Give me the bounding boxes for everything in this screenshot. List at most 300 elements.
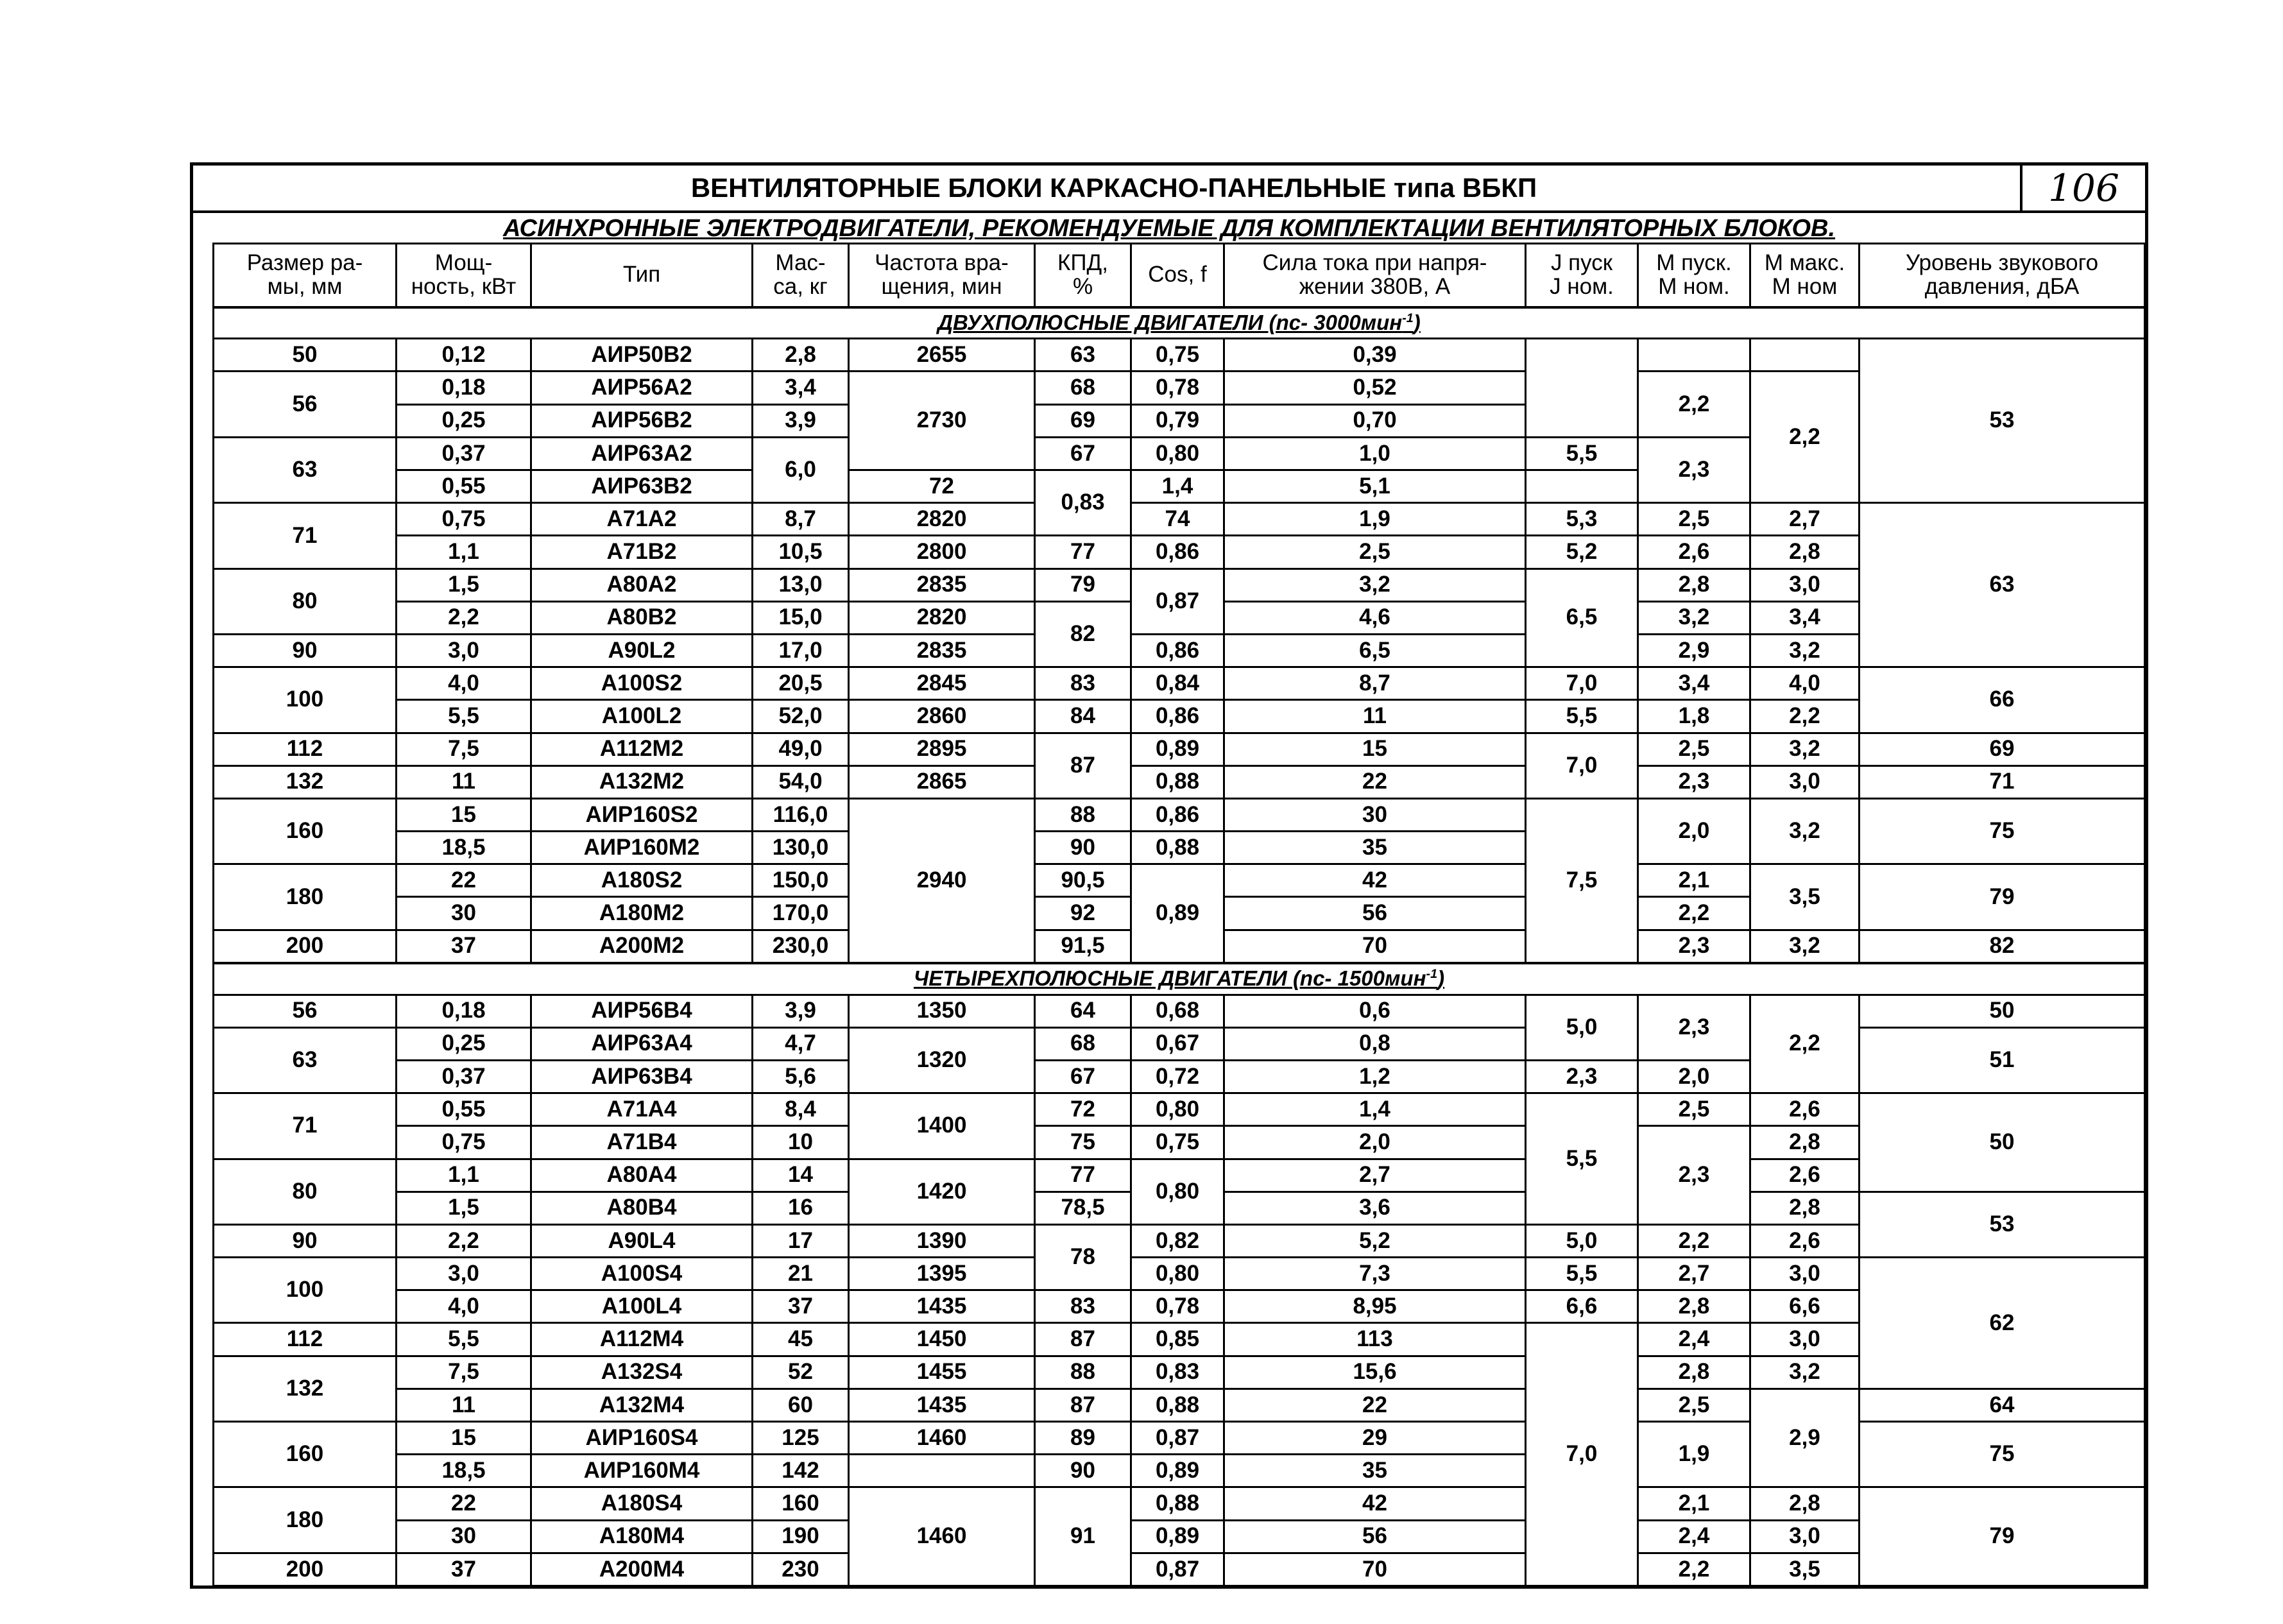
cell-jstart: 5,3 [1526, 503, 1638, 536]
cell-frame: 180 [214, 864, 397, 930]
cell-type: АИР160М2 [531, 832, 753, 864]
cell-noise: 53 [1860, 339, 2145, 503]
cell-eff: 72 [1035, 1093, 1131, 1126]
cell-jstart: 7,0 [1526, 733, 1638, 798]
cell-mass: 54,0 [753, 765, 849, 798]
cell-eff: 87 [1035, 733, 1131, 798]
cell-mmax: 3,0 [1750, 765, 1860, 798]
cell-mass: 52,0 [753, 700, 849, 733]
cell-current: 1,4 [1131, 470, 1224, 503]
cell-mass: 3,9 [753, 995, 849, 1027]
cell-eff: 63 [1035, 339, 1131, 372]
cell-mstart: 3,2 [1638, 601, 1750, 634]
cell-mmax: 2,8 [1750, 536, 1860, 568]
cell-speed: 2865 [849, 765, 1035, 798]
cell-eff: 78 [1035, 1224, 1131, 1290]
cell-frame: 160 [214, 798, 397, 864]
cell-current: 42 [1224, 1487, 1526, 1520]
cell-eff: 67 [1035, 437, 1131, 470]
cell-frame: 90 [214, 634, 397, 667]
cell-current: 15 [1224, 733, 1526, 765]
cell-speed: 2860 [849, 700, 1035, 733]
cell-eff: 78,5 [1035, 1192, 1131, 1224]
cell-cos: 0,88 [1131, 765, 1224, 798]
cell-jstart: 2,3 [1526, 1060, 1638, 1093]
column-header-line: J ном. [1550, 273, 1614, 299]
cell-noise: 66 [1860, 667, 2145, 733]
cell-speed: 2655 [849, 339, 1035, 372]
cell-cos: 0,67 [1131, 1027, 1224, 1060]
table-subtitle: АСИНХРОННЫЕ ЭЛЕКТРОДВИГАТЕЛИ, РЕКОМЕНДУЕМЫЕ ДЛЯ КОМПЛЕКТАЦИИ ВЕНТИЛЯТОРНЫХ БЛОКОВ. [502, 215, 1836, 242]
cell-frame: 90 [214, 1224, 397, 1257]
cell-cos: 0,88 [1131, 1487, 1224, 1520]
cell-eff: 90 [1035, 832, 1131, 864]
cell-cos: 0,86 [1131, 700, 1224, 733]
cell-cos: 0,88 [1131, 832, 1224, 864]
two-pole-section-text: ДВУХПОЛЮСНЫЕ ДВИГАТЕЛИ (nс- 3000мин [937, 311, 1403, 335]
cell-power: 15 [397, 798, 531, 831]
cell-power: 0,25 [397, 404, 531, 437]
cell-type: А80А2 [531, 568, 753, 601]
cell-power: 30 [397, 1520, 531, 1553]
cell-current: 22 [1224, 1389, 1526, 1421]
cell-current: 113 [1224, 1323, 1526, 1356]
cell-cos: 0,89 [1131, 1455, 1224, 1487]
cell-noise: 51 [1860, 1027, 2145, 1093]
cell-mstart: 2,7 [1638, 1258, 1750, 1290]
cell-mstart: 2,5 [1638, 503, 1750, 536]
cell-jstart: 7,0 [1526, 1323, 1638, 1586]
cell-frame: 200 [214, 1553, 397, 1586]
cell-frame: 132 [214, 765, 397, 798]
column-header-line: щения, мин [881, 273, 1002, 299]
cell-type: А71В4 [531, 1126, 753, 1159]
cell-mstart: 2,3 [1638, 765, 1750, 798]
cell-mmax: 2,2 [1750, 700, 1860, 733]
cell-type: АИР160М4 [531, 1455, 753, 1487]
cell-frame: 112 [214, 733, 397, 765]
cell-eff: 82 [1035, 601, 1131, 667]
column-header-jstart [1526, 244, 1638, 307]
column-header-mstart [1638, 244, 1750, 307]
column-header-current [1224, 244, 1526, 307]
cell-jstart: 5,5 [1526, 1093, 1638, 1225]
column-header-line: мы, мм [267, 273, 343, 299]
cell-cos: 0,72 [1131, 1060, 1224, 1093]
column-header-frame [214, 244, 397, 307]
column-header-mmax [1750, 244, 1860, 307]
motor-table [212, 243, 2146, 1587]
cell-cos: 0,89 [1131, 864, 1224, 963]
cell-type: А90L2 [531, 634, 753, 667]
cell-mstart: 2,4 [1638, 1520, 1750, 1553]
cell-jstart [1526, 339, 1638, 438]
cell-type: А80А4 [531, 1159, 753, 1192]
cell-mmax: 2,2 [1750, 995, 1860, 1093]
cell-mmax: 2,8 [1750, 1126, 1860, 1159]
cell-mstart: 2,2 [1638, 1224, 1750, 1257]
cell-mmax: 3,2 [1750, 733, 1860, 765]
cell-frame: 71 [214, 503, 397, 568]
cell-noise: 64 [1860, 1389, 2145, 1421]
cell-eff: 64 [1035, 995, 1131, 1027]
cell-power: 0,75 [397, 503, 531, 536]
cell-power: 37 [397, 930, 531, 963]
table-row [214, 798, 2145, 831]
cell-cos: 0,88 [1131, 1389, 1224, 1421]
cell-power: 4,0 [397, 667, 531, 700]
cell-type: АИР63В2 [531, 470, 753, 503]
cell-mstart: 2,0 [1638, 1060, 1750, 1093]
cell-current: 56 [1224, 897, 1526, 930]
cell-eff: 87 [1035, 1389, 1131, 1421]
cell-type: АИР160S4 [531, 1422, 753, 1455]
cell-type: А180М4 [531, 1520, 753, 1553]
cell-mmax: 6,6 [1750, 1290, 1860, 1323]
cell-current: 29 [1224, 1422, 1526, 1455]
cell-current: 30 [1224, 798, 1526, 831]
cell-eff: 90,5 [1035, 864, 1131, 897]
cell-type: А180М2 [531, 897, 753, 930]
document-sheet [190, 162, 2148, 1589]
cell-current: 11 [1224, 700, 1526, 733]
cell-mass: 49,0 [753, 733, 849, 765]
cell-current: 35 [1224, 1455, 1526, 1487]
cell-power: 2,2 [397, 1224, 531, 1257]
cell-cos: 0,80 [1131, 437, 1224, 470]
cell-frame: 63 [214, 1027, 397, 1093]
cell-type: А100L2 [531, 700, 753, 733]
cell-power: 0,18 [397, 995, 531, 1027]
cell-frame: 56 [214, 372, 397, 437]
column-header-line: Мощ- [434, 250, 493, 276]
cell-jstart: 5,5 [1526, 437, 1638, 470]
cell-cos: 0,86 [1131, 536, 1224, 568]
cell-mass: 15,0 [753, 601, 849, 634]
cell-power: 0,18 [397, 372, 531, 404]
cell-type: А180S2 [531, 864, 753, 897]
cell-mass: 6,0 [753, 437, 849, 502]
table-row [214, 1159, 2145, 1192]
cell-type: А100L4 [531, 1290, 753, 1323]
cell-mmax: 2,6 [1750, 1224, 1860, 1257]
cell-current: 8,95 [1224, 1290, 1526, 1323]
table-row [214, 1553, 2145, 1586]
cell-cos: 0,78 [1131, 1290, 1224, 1323]
cell-speed: 2820 [849, 601, 1035, 634]
cell-power: 18,5 [397, 1455, 531, 1487]
cell-mstart: 3,4 [1638, 667, 1750, 700]
two-pole-section-sup: -1 [1402, 311, 1414, 326]
cell-cos: 0,83 [1131, 1356, 1224, 1389]
cell-mmax [1750, 339, 1860, 372]
table-row [214, 1224, 2145, 1257]
cell-power: 5,5 [397, 1323, 531, 1356]
cell-mstart: 2,8 [1638, 1290, 1750, 1323]
table-row [214, 1520, 2145, 1553]
cell-eff: 84 [1035, 700, 1131, 733]
cell-mmax: 2,8 [1750, 1192, 1860, 1224]
four-pole-section-title [214, 963, 2145, 995]
cell-eff: 83 [1035, 667, 1131, 700]
cell-current: 7,3 [1224, 1258, 1526, 1290]
cell-type: А112М2 [531, 733, 753, 765]
column-header-line: М ном. [1658, 273, 1730, 299]
four-pole-section-close: ) [1437, 966, 1445, 991]
cell-mstart: 2,8 [1638, 1356, 1750, 1389]
cell-mmax: 3,0 [1750, 1520, 1860, 1553]
cell-frame: 160 [214, 1422, 397, 1487]
cell-mstart: 2,3 [1638, 1126, 1750, 1225]
cell-cos: 0,87 [1131, 568, 1224, 634]
cell-frame: 132 [214, 1356, 397, 1421]
cell-mmax: 2,6 [1750, 1159, 1860, 1192]
column-header-line: Уровень звукового [1905, 250, 2099, 276]
cell-speed: 2800 [849, 536, 1035, 568]
cell-type: А132S4 [531, 1356, 753, 1389]
column-header-line: Мас- [775, 250, 826, 276]
cell-type: АИР50В2 [531, 339, 753, 372]
cell-power: 0,25 [397, 1027, 531, 1060]
cell-cos: 0,79 [1131, 404, 1224, 437]
column-header-line: Тип [622, 262, 661, 287]
cell-eff: 74 [1131, 503, 1224, 536]
cell-current: 0,52 [1224, 372, 1526, 404]
title-bar [193, 166, 2145, 213]
cell-mass: 116,0 [753, 798, 849, 831]
cell-mstart: 2,3 [1638, 437, 1750, 502]
cell-power: 2,2 [397, 601, 531, 634]
four-pole-section-sup: -1 [1426, 967, 1438, 982]
cell-type: А200М4 [531, 1553, 753, 1586]
cell-eff: 79 [1035, 568, 1131, 601]
cell-power: 7,5 [397, 733, 531, 765]
table-row [214, 568, 2145, 601]
cell-power: 0,55 [397, 470, 531, 503]
table-row [214, 503, 2145, 536]
cell-current: 8,7 [1224, 667, 1526, 700]
cell-mmax: 2,9 [1750, 1389, 1860, 1487]
cell-power: 37 [397, 1553, 531, 1586]
page-number: 106 [2020, 166, 2145, 210]
cell-mstart: 2,5 [1638, 1389, 1750, 1421]
cell-power: 15 [397, 1422, 531, 1455]
cell-power: 4,0 [397, 1290, 531, 1323]
cell-current: 0,39 [1224, 339, 1526, 372]
cell-mass: 3,4 [753, 372, 849, 404]
cell-type: АИР63А4 [531, 1027, 753, 1060]
cell-jstart: 5,0 [1526, 1224, 1638, 1257]
cell-noise: 71 [1860, 765, 2145, 798]
cell-noise: 75 [1860, 798, 2145, 864]
cell-cos: 0,78 [1131, 372, 1224, 404]
cell-type: А71В2 [531, 536, 753, 568]
table-body [214, 244, 2145, 1586]
cell-frame: 50 [214, 339, 397, 372]
table-row [214, 700, 2145, 733]
cell-current: 0,70 [1224, 404, 1526, 437]
cell-type: А200М2 [531, 930, 753, 963]
cell-mmax: 3,4 [1750, 601, 1860, 634]
cell-mstart: 2,2 [1638, 372, 1750, 437]
cell-eff: 91 [1035, 1487, 1131, 1586]
cell-speed: 1455 [849, 1356, 1035, 1389]
cell-current: 2,0 [1224, 1126, 1526, 1159]
column-header-line: ность, кВт [411, 273, 517, 299]
cell-mass: 2,8 [753, 339, 849, 372]
cell-type: А80В2 [531, 601, 753, 634]
table-row [214, 536, 2145, 568]
column-header-line: М макс. [1764, 250, 1845, 276]
cell-mass: 52 [753, 1356, 849, 1389]
two-pole-section-row [214, 307, 2145, 339]
cell-mstart [1638, 339, 1750, 372]
cell-frame: 100 [214, 667, 397, 733]
column-header-power [397, 244, 531, 307]
column-header-speed [849, 244, 1035, 307]
table-row [214, 1487, 2145, 1520]
cell-mmax: 2,7 [1750, 503, 1860, 536]
cell-type: АИР63А2 [531, 437, 753, 470]
table-row [214, 1093, 2145, 1126]
column-header-line: J пуск [1550, 250, 1613, 276]
cell-current: 42 [1224, 864, 1526, 897]
cell-current: 1,2 [1224, 1060, 1526, 1093]
cell-speed: 2895 [849, 733, 1035, 765]
cell-eff: 92 [1035, 897, 1131, 930]
table-row [214, 1323, 2145, 1356]
cell-mass: 37 [753, 1290, 849, 1323]
cell-power: 30 [397, 897, 531, 930]
cell-mstart: 1,9 [1638, 1422, 1750, 1487]
table-row [214, 733, 2145, 765]
two-pole-section-title [214, 307, 2145, 339]
cell-mmax: 3,0 [1750, 1323, 1860, 1356]
table-row [214, 1126, 2145, 1159]
cell-current: 0,8 [1224, 1027, 1526, 1060]
cell-mstart: 2,1 [1638, 864, 1750, 897]
cell-cos: 0,89 [1131, 733, 1224, 765]
cell-type: А112М4 [531, 1323, 753, 1356]
cell-speed: 1435 [849, 1389, 1035, 1421]
cell-jstart: 7,5 [1526, 798, 1638, 963]
column-header-line: КПД, [1057, 250, 1108, 276]
cell-eff: 75 [1035, 1126, 1131, 1159]
cell-current: 2,5 [1224, 536, 1526, 568]
cell-mass: 3,9 [753, 404, 849, 437]
column-header-cos [1131, 244, 1224, 307]
cell-current: 6,5 [1224, 634, 1526, 667]
cell-mass: 230 [753, 1553, 849, 1586]
column-header-line: % [1072, 273, 1093, 299]
two-pole-section-close: ) [1413, 311, 1421, 335]
table-row [214, 1290, 2145, 1323]
cell-power: 22 [397, 864, 531, 897]
cell-current: 0,6 [1224, 995, 1526, 1027]
cell-cos: 0,89 [1131, 1520, 1224, 1553]
cell-current: 2,7 [1224, 1159, 1526, 1192]
cell-type: АИР56В2 [531, 404, 753, 437]
cell-mmax: 3,0 [1750, 1258, 1860, 1290]
cell-mass: 160 [753, 1487, 849, 1520]
cell-current: 15,6 [1224, 1356, 1526, 1389]
four-pole-section-text: ЧЕТЫРЕХПОЛЮСНЫЕ ДВИГАТЕЛИ (nс- 1500мин [913, 966, 1426, 991]
cell-cos: 0,80 [1131, 1258, 1224, 1290]
cell-jstart: 6,6 [1526, 1290, 1638, 1323]
cell-mass: 8,7 [753, 503, 849, 536]
cell-eff: 68 [1035, 372, 1131, 404]
cell-mass: 17 [753, 1224, 849, 1257]
cell-current: 4,6 [1224, 601, 1526, 634]
cell-power: 0,12 [397, 339, 531, 372]
column-header-line: Размер ра- [246, 250, 363, 276]
cell-power: 18,5 [397, 832, 531, 864]
cell-mmax: 3,5 [1750, 864, 1860, 930]
table-row [214, 864, 2145, 897]
cell-type: АИР56В4 [531, 995, 753, 1027]
cell-mstart: 2,1 [1638, 1487, 1750, 1520]
cell-cos: 0,83 [1035, 470, 1131, 536]
cell-cos: 0,87 [1131, 1422, 1224, 1455]
column-header-type [531, 244, 753, 307]
cell-mmax: 3,2 [1750, 930, 1860, 963]
column-header-mass [753, 244, 849, 307]
cell-speed: 2845 [849, 667, 1035, 700]
cell-type: А71А4 [531, 1093, 753, 1126]
cell-mmax: 2,2 [1750, 372, 1860, 503]
cell-current: 5,2 [1224, 1224, 1526, 1257]
cell-mass: 142 [753, 1455, 849, 1487]
cell-cos: 0,75 [1131, 1126, 1224, 1159]
table-row [214, 339, 2145, 372]
cell-speed: 1420 [849, 1159, 1035, 1224]
column-header-line: са, кг [773, 273, 828, 299]
cell-speed: 1390 [849, 1224, 1035, 1257]
cell-mass: 20,5 [753, 667, 849, 700]
cell-mass: 14 [753, 1159, 849, 1192]
cell-mmax: 3,2 [1750, 1356, 1860, 1389]
cell-mass: 8,4 [753, 1093, 849, 1126]
cell-jstart: 5,0 [1526, 995, 1638, 1060]
cell-mstart: 2,3 [1638, 930, 1750, 963]
cell-speed: 1350 [849, 995, 1035, 1027]
cell-mmax: 3,5 [1750, 1553, 1860, 1586]
cell-noise: 82 [1860, 930, 2145, 963]
cell-mass: 17,0 [753, 634, 849, 667]
cell-current: 70 [1224, 930, 1526, 963]
cell-mmax: 3,2 [1750, 798, 1860, 864]
cell-mstart: 2,3 [1638, 995, 1750, 1060]
cell-speed: 1450 [849, 1323, 1035, 1356]
cell-power: 5,5 [397, 700, 531, 733]
cell-jstart: 5,1 [1224, 470, 1526, 503]
cell-current: 22 [1224, 765, 1526, 798]
cell-cos: 0,82 [1131, 1224, 1224, 1257]
cell-mass: 130,0 [753, 832, 849, 864]
cell-current: 56 [1224, 1520, 1526, 1553]
cell-cos: 0,80 [1131, 1159, 1224, 1224]
table-row [214, 1258, 2145, 1290]
cell-frame: 100 [214, 1258, 397, 1323]
cell-frame: 56 [214, 995, 397, 1027]
cell-frame: 180 [214, 1487, 397, 1553]
cell-cos: 0,85 [1131, 1323, 1224, 1356]
table-row [214, 1356, 2145, 1389]
cell-eff: 67 [1035, 1060, 1131, 1093]
cell-type: А100S4 [531, 1258, 753, 1290]
cell-mmax: 3,2 [1750, 634, 1860, 667]
cell-speed: 2835 [849, 568, 1035, 601]
